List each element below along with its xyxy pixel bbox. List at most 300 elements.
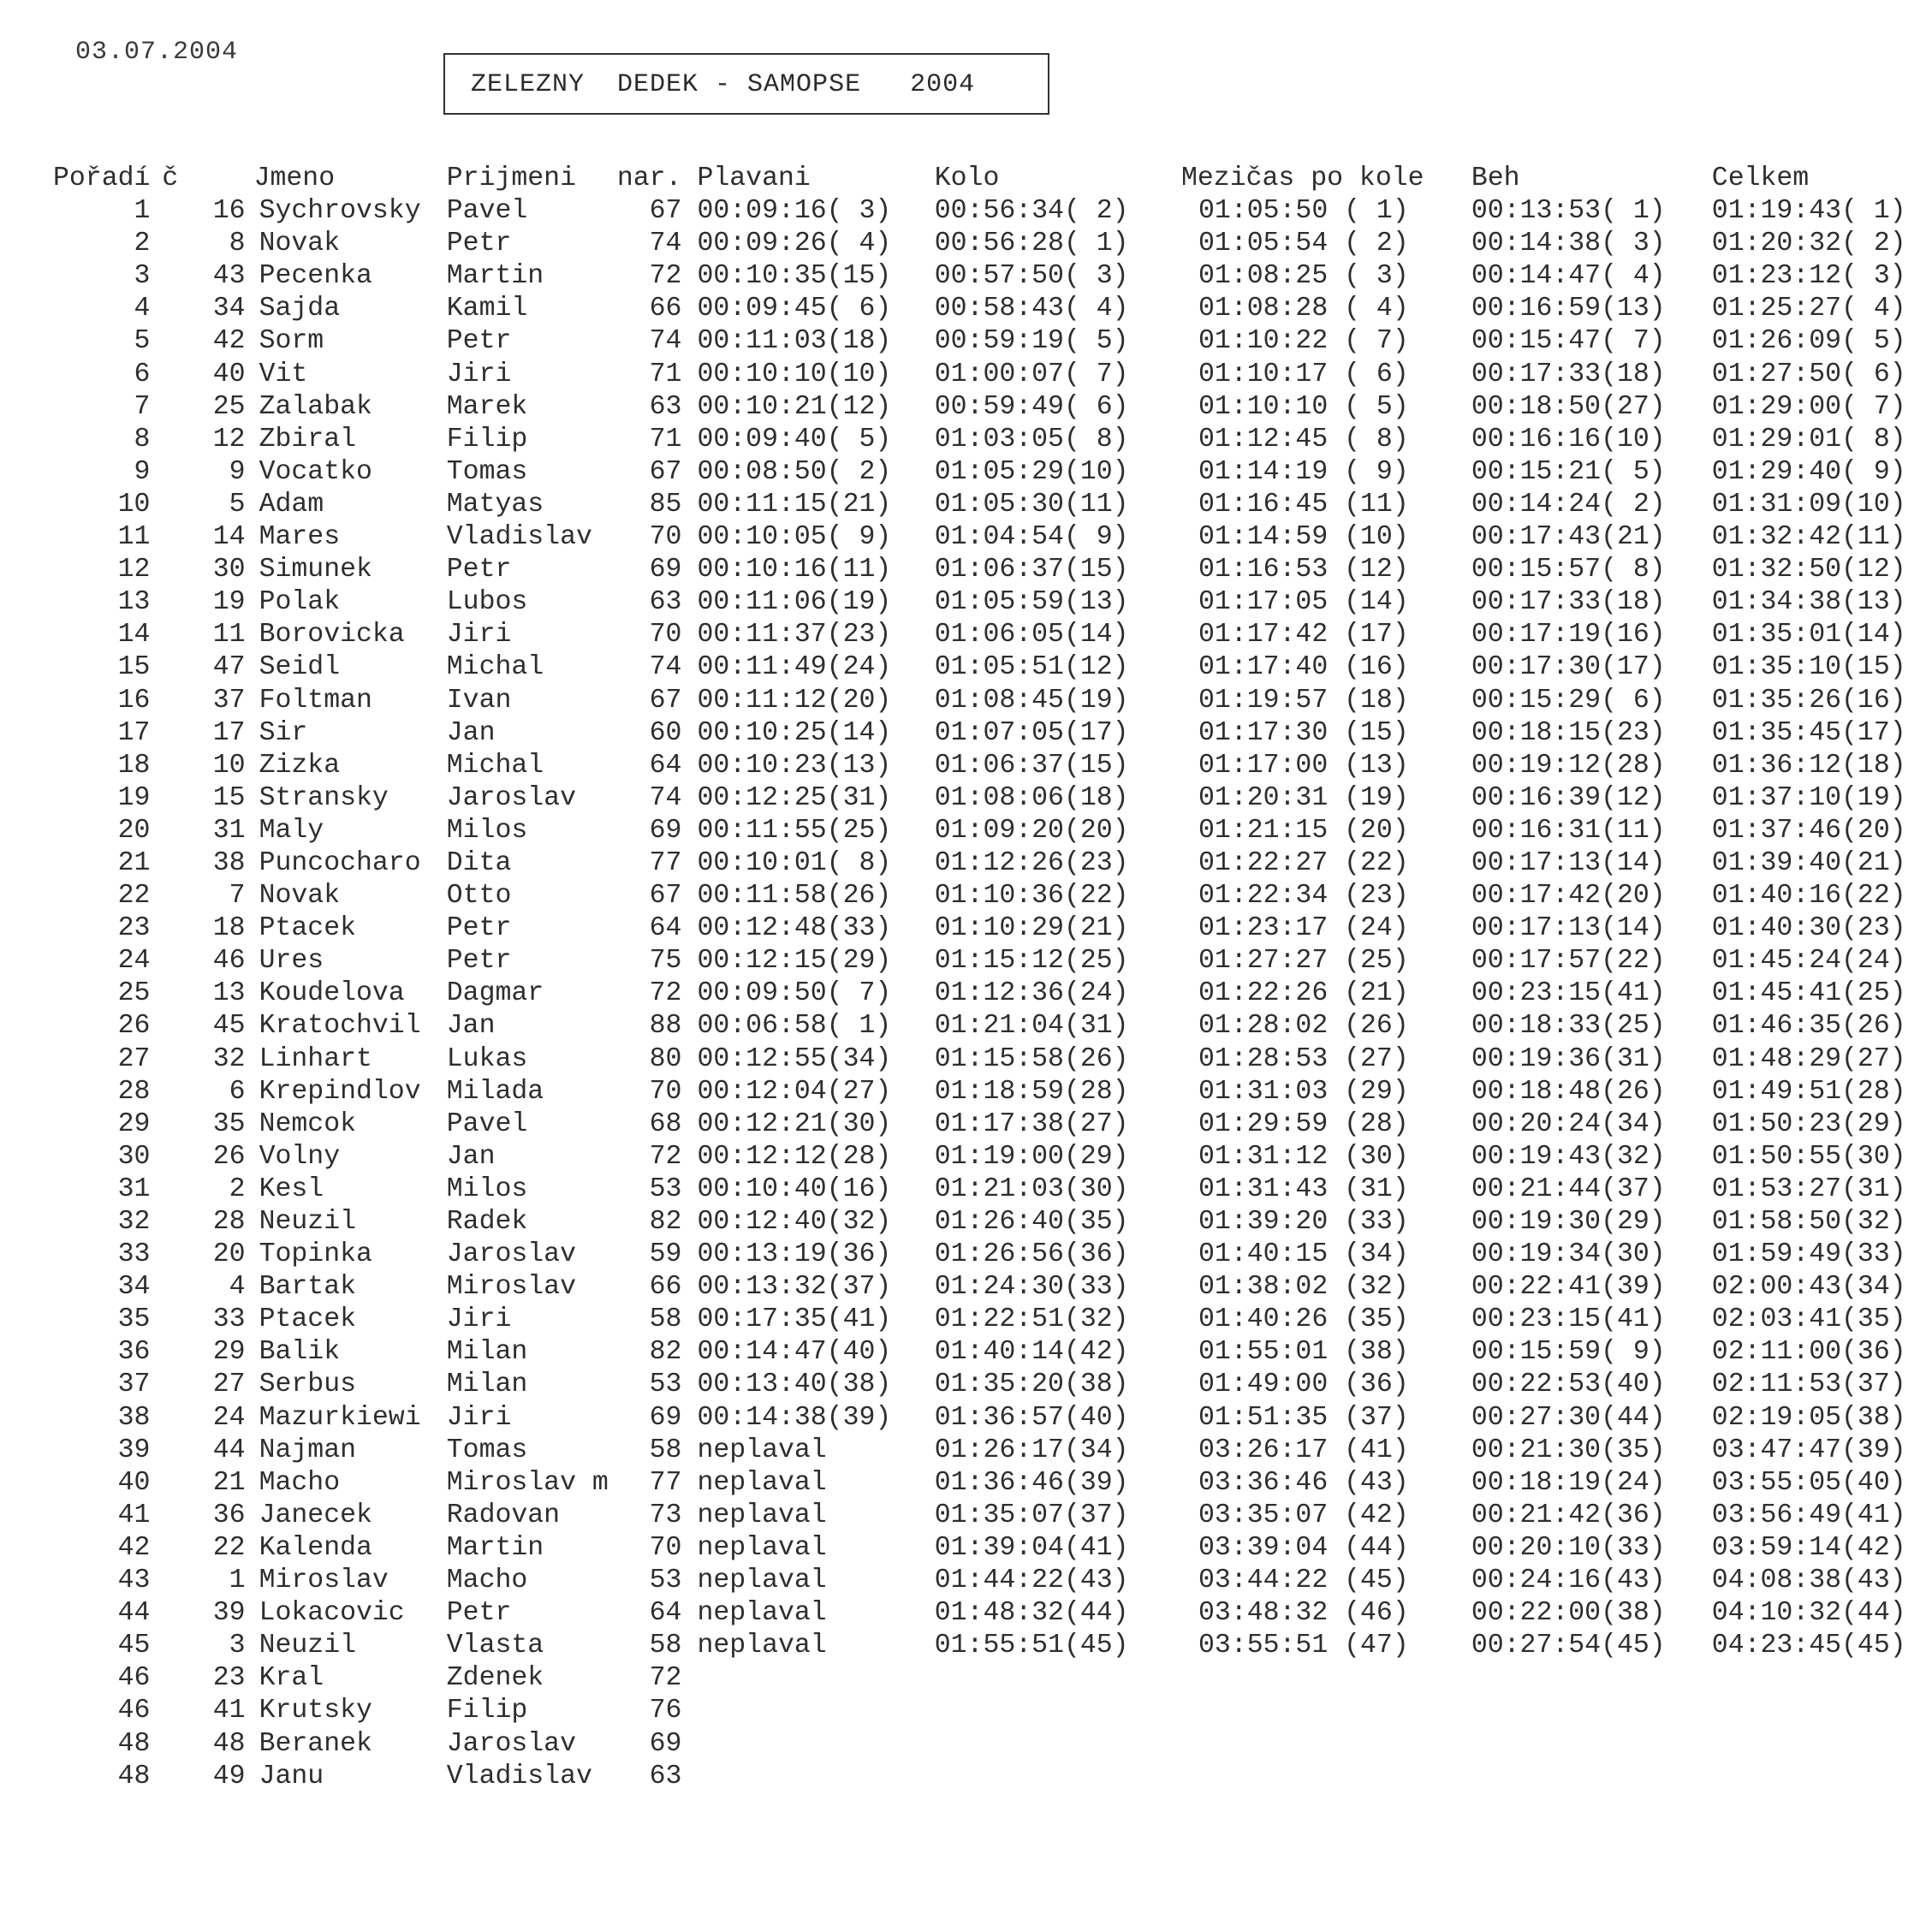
cell-position: 6 [134, 359, 151, 389]
split-value: 01:27:27 (25) [1198, 946, 1409, 977]
header-total: Celkem [1711, 163, 1810, 193]
cell-total-time: 01:27:50( 6) [1711, 359, 1906, 389]
cell-run-time: 00:17:42(20) [1471, 881, 1666, 912]
cell-run-time: 00:17:13(14) [1471, 913, 1666, 944]
cell-birth-year: 80 [649, 1043, 682, 1074]
cell-run-time: 00:19:30(29) [1471, 1207, 1666, 1237]
cell-run-time: 00:19:36(31) [1471, 1043, 1666, 1074]
cell-birth-year: 75 [649, 946, 682, 977]
cell-birth-year: 82 [649, 1337, 682, 1368]
cell-bike-time: 01:19:00(29) [934, 1141, 1129, 1172]
cell-total-time: 01:40:16(22) [1711, 881, 1906, 912]
cell-position: 18 [117, 750, 151, 781]
cell-first-name: Macho [259, 1467, 341, 1498]
cell-split-time [1181, 847, 1471, 880]
cell-birth-year: 77 [649, 847, 682, 878]
cell-number: 6 [229, 1076, 246, 1107]
cell-position: 27 [117, 1043, 151, 1074]
table-row [53, 1435, 1932, 1467]
cell-split-time [1181, 1173, 1471, 1206]
cell-bike-time: 00:58:43( 4) [934, 294, 1129, 324]
cell-number: 33 [212, 1304, 246, 1335]
table-header-row [53, 163, 1932, 195]
cell-bike-time: 01:05:30(11) [934, 489, 1129, 520]
cell-last-name: Radek [446, 1207, 528, 1237]
cell-swim-time: 00:11:03(18) [697, 326, 892, 357]
table-row [53, 782, 1932, 815]
cell-first-name: Beranek [259, 1728, 372, 1759]
cell-position: 1 [134, 196, 151, 227]
cell-position: 15 [117, 652, 151, 683]
cell-number: 43 [212, 261, 246, 292]
cell-first-name: Volny [259, 1141, 341, 1172]
cell-run-time: 00:17:33(18) [1471, 587, 1666, 618]
cell-number: 5 [229, 489, 246, 520]
cell-total-time: 02:11:53(37) [1711, 1370, 1906, 1400]
split-value: 01:17:00 (13) [1198, 750, 1409, 781]
cell-total-time: 01:37:10(19) [1711, 782, 1906, 813]
table-row [53, 685, 1932, 717]
cell-total-time: 04:23:45(45) [1711, 1631, 1906, 1661]
split-value: 01:31:12 (30) [1198, 1141, 1409, 1172]
cell-birth-year: 73 [649, 1500, 682, 1530]
cell-birth-year: 67 [649, 685, 682, 716]
cell-bike-time: 01:04:54( 9) [934, 522, 1129, 553]
cell-total-time [1712, 1761, 1932, 1793]
cell-first-name: Sir [259, 717, 308, 748]
cell-total-time: 03:47:47(39) [1711, 1435, 1906, 1465]
cell-birth-year: 63 [649, 1761, 682, 1791]
cell-first-name: Puncocharo [259, 847, 421, 878]
cell-birth-year: 58 [649, 1435, 682, 1465]
table-row [53, 195, 1932, 228]
split-value: 01:16:45 (11) [1198, 489, 1409, 520]
cell-total-time: 01:23:12( 3) [1711, 261, 1906, 292]
cell-last-name: Radovan [446, 1500, 561, 1530]
table-row [53, 1597, 1932, 1630]
header-split: Mezičas po kole [1181, 163, 1424, 193]
cell-first-name: Krepindlov [259, 1076, 421, 1107]
cell-number: 48 [212, 1728, 246, 1759]
split-value: 01:12:45 ( 8) [1198, 424, 1409, 455]
cell-first-name: Lokacovic [259, 1598, 405, 1629]
table-row [53, 554, 1932, 586]
cell-split-time [1181, 554, 1471, 586]
cell-position: 29 [117, 1108, 151, 1139]
cell-position: 38 [117, 1402, 151, 1433]
table-row [53, 1141, 1932, 1173]
cell-swim-time: 00:13:40(38) [697, 1370, 892, 1400]
cell-bike-time: 01:03:05( 8) [934, 424, 1129, 455]
cell-last-name: Filip [446, 1696, 528, 1726]
cell-bike-time: 01:48:32(44) [934, 1598, 1129, 1629]
cell-run-time: 00:13:53( 1) [1471, 196, 1666, 227]
cell-swim-time: 00:09:45( 6) [697, 294, 892, 324]
cell-position: 5 [134, 326, 151, 357]
split-value: 01:49:00 (36) [1198, 1370, 1409, 1400]
cell-total-time: 01:35:10(15) [1711, 652, 1906, 683]
cell-position: 25 [117, 978, 151, 1009]
split-value: 03:39:04 (44) [1198, 1532, 1409, 1563]
cell-number: 29 [212, 1337, 246, 1368]
cell-swim-time: 00:09:26( 4) [697, 229, 892, 259]
cell-birth-year: 58 [649, 1631, 682, 1661]
cell-number: 13 [212, 978, 246, 1009]
cell-run-time: 00:18:15(23) [1471, 717, 1666, 748]
cell-last-name: Jan [446, 1011, 496, 1042]
cell-bike-time [935, 1695, 1181, 1727]
table-row [53, 750, 1932, 782]
split-value: 01:51:35 (37) [1198, 1402, 1409, 1433]
cell-number: 25 [212, 391, 246, 422]
cell-first-name: Janu [259, 1761, 324, 1791]
cell-number: 2 [229, 1173, 246, 1204]
cell-position: 8 [134, 424, 151, 455]
cell-number: 12 [212, 424, 246, 455]
cell-last-name: Zdenek [446, 1663, 544, 1694]
cell-split-time [1181, 1695, 1471, 1727]
cell-last-name: Jan [446, 717, 496, 748]
split-value: 01:22:26 (21) [1198, 978, 1409, 1009]
cell-last-name: Jaroslav [446, 1728, 576, 1759]
cell-last-name: Matyas [446, 489, 544, 520]
cell-bike-time: 00:59:19( 5) [934, 326, 1129, 357]
cell-number: 16 [212, 196, 246, 227]
cell-swim-time: 00:11:12(20) [697, 685, 892, 716]
cell-first-name: Sorm [259, 326, 324, 357]
table-row [53, 1043, 1932, 1076]
cell-number: 27 [212, 1370, 246, 1400]
cell-split-time [1181, 717, 1471, 750]
cell-swim-time: neplaval [697, 1435, 827, 1465]
cell-last-name: Petr [446, 229, 512, 259]
cell-split-time [1181, 260, 1471, 293]
cell-swim-time: neplaval [697, 1467, 827, 1498]
cell-first-name: Najman [259, 1435, 356, 1465]
cell-split-time [1181, 815, 1471, 847]
cell-number: 7 [229, 881, 246, 912]
cell-total-time: 01:45:41(25) [1711, 978, 1906, 1009]
cell-run-time: 00:18:33(25) [1471, 1011, 1666, 1042]
header-bike: Kolo [934, 163, 1000, 193]
cell-total-time: 01:29:40( 9) [1711, 456, 1906, 487]
cell-first-name: Sychrovsky [259, 196, 421, 227]
cell-split-time [1181, 1239, 1471, 1271]
cell-position: 36 [117, 1337, 151, 1368]
cell-first-name: Zizka [259, 750, 341, 781]
header-run: Beh [1471, 163, 1520, 193]
cell-number: 47 [212, 652, 246, 683]
title-box [443, 53, 1049, 115]
cell-swim-time: 00:09:50( 7) [697, 978, 892, 1009]
cell-bike-time: 01:15:58(26) [934, 1043, 1129, 1074]
cell-position: 48 [117, 1728, 151, 1759]
cell-run-time: 00:15:59( 9) [1471, 1337, 1666, 1368]
cell-swim-time: 00:11:37(23) [697, 620, 892, 651]
cell-split-time [1181, 651, 1471, 684]
cell-bike-time: 01:36:57(40) [934, 1402, 1129, 1433]
cell-number: 30 [212, 555, 246, 585]
cell-number: 32 [212, 1043, 246, 1074]
cell-first-name: Nemcok [259, 1108, 356, 1139]
cell-split-time [1181, 1532, 1471, 1565]
split-value: 01:29:59 (28) [1198, 1108, 1409, 1139]
table-row [53, 1173, 1932, 1206]
cell-last-name: Kamil [446, 294, 528, 324]
table-row [53, 228, 1932, 260]
cell-run-time: 00:22:00(38) [1471, 1598, 1666, 1629]
cell-split-time [1181, 293, 1471, 325]
cell-swim-time: 00:10:10(10) [697, 359, 892, 389]
cell-number: 23 [212, 1663, 246, 1694]
cell-run-time: 00:19:12(28) [1471, 750, 1666, 781]
cell-swim-time: 00:13:19(36) [697, 1239, 892, 1270]
table-row [53, 1467, 1932, 1500]
cell-birth-year: 77 [649, 1467, 682, 1498]
table-row [53, 521, 1932, 554]
cell-total-time: 01:45:24(24) [1711, 946, 1906, 977]
cell-position: 14 [117, 620, 151, 651]
cell-bike-time: 01:26:56(36) [934, 1239, 1129, 1270]
split-value: 01:22:27 (22) [1198, 847, 1409, 878]
cell-birth-year: 74 [649, 652, 682, 683]
cell-number: 24 [212, 1402, 246, 1433]
cell-run-time: 00:18:19(24) [1471, 1467, 1666, 1498]
cell-first-name: Ptacek [259, 913, 356, 944]
cell-swim-time: 00:09:40( 5) [697, 424, 892, 455]
cell-split-time [1181, 1271, 1471, 1304]
cell-run-time [1471, 1728, 1712, 1761]
cell-birth-year: 64 [649, 1598, 682, 1629]
cell-position: 9 [134, 456, 151, 487]
cell-split-time [1181, 619, 1471, 651]
cell-number: 10 [212, 750, 246, 781]
cell-number: 46 [212, 946, 246, 977]
cell-run-time: 00:14:38( 3) [1471, 229, 1666, 259]
cell-run-time: 00:15:47( 7) [1471, 326, 1666, 357]
cell-last-name: Marek [446, 391, 528, 422]
header-swim: Plavani [697, 163, 811, 193]
cell-first-name: Kral [259, 1663, 324, 1694]
cell-last-name: Jiri [446, 1402, 512, 1433]
cell-first-name: Koudelova [259, 978, 405, 1009]
cell-last-name: Otto [446, 881, 512, 912]
cell-birth-year: 64 [649, 750, 682, 781]
cell-number: 4 [229, 1272, 246, 1303]
table-row [53, 1076, 1932, 1108]
cell-number: 40 [212, 359, 246, 389]
split-value: 01:10:10 ( 5) [1198, 391, 1409, 422]
cell-run-time: 00:19:43(32) [1471, 1141, 1666, 1172]
cell-number: 38 [212, 847, 246, 878]
cell-bike-time: 01:05:29(10) [934, 456, 1129, 487]
cell-position: 46 [117, 1696, 151, 1726]
cell-position: 40 [117, 1467, 151, 1498]
cell-position: 43 [117, 1566, 151, 1596]
table-row [53, 424, 1932, 456]
cell-split-time [1181, 1761, 1471, 1793]
cell-bike-time [935, 1761, 1181, 1793]
cell-last-name: Petr [446, 555, 512, 585]
cell-swim-time: 00:10:05( 9) [697, 522, 892, 553]
cell-position: 37 [117, 1370, 151, 1400]
cell-run-time: 00:16:16(10) [1471, 424, 1666, 455]
cell-first-name: Simunek [259, 555, 372, 585]
cell-last-name: Jiri [446, 1304, 512, 1335]
split-value: 01:38:02 (32) [1198, 1272, 1409, 1303]
cell-bike-time: 01:08:06(18) [934, 782, 1129, 813]
table-row [53, 815, 1932, 847]
table-row [53, 1336, 1932, 1369]
split-value: 01:40:15 (34) [1198, 1239, 1409, 1270]
cell-split-time [1181, 977, 1471, 1010]
cell-run-time: 00:19:34(30) [1471, 1239, 1666, 1270]
cell-total-time: 01:39:40(21) [1711, 847, 1906, 878]
cell-number: 39 [212, 1598, 246, 1629]
cell-swim-time [681, 1662, 934, 1695]
cell-last-name: Ivan [446, 685, 512, 716]
split-value: 01:20:31 (19) [1198, 782, 1409, 813]
cell-bike-time: 01:22:51(32) [934, 1304, 1129, 1335]
cell-split-time [1181, 1402, 1471, 1435]
split-value: 03:26:17 (41) [1198, 1435, 1409, 1465]
table-row [53, 1728, 1932, 1761]
cell-total-time: 01:35:45(17) [1711, 717, 1906, 748]
cell-position: 17 [117, 717, 151, 748]
cell-bike-time: 01:26:40(35) [934, 1207, 1129, 1237]
cell-last-name: Dagmar [446, 978, 544, 1009]
cell-split-time [1181, 391, 1471, 424]
cell-bike-time: 01:08:45(19) [934, 685, 1129, 716]
cell-run-time [1471, 1695, 1712, 1727]
cell-birth-year: 60 [649, 717, 682, 748]
cell-split-time [1181, 424, 1471, 456]
cell-number: 36 [212, 1500, 246, 1530]
split-value: 01:14:19 ( 9) [1198, 456, 1409, 487]
split-value: 01:23:17 (24) [1198, 913, 1409, 944]
table-row [53, 1662, 1932, 1695]
cell-split-time [1181, 912, 1471, 945]
table-row [53, 456, 1932, 489]
cell-swim-time: 00:11:58(26) [697, 881, 892, 912]
cell-last-name: Martin [446, 1532, 544, 1563]
cell-first-name: Borovicka [259, 620, 405, 651]
cell-bike-time: 01:06:05(14) [934, 620, 1129, 651]
cell-last-name: Lubos [446, 587, 528, 618]
cell-swim-time: 00:10:01( 8) [697, 847, 892, 878]
cell-total-time: 02:00:43(34) [1711, 1272, 1906, 1303]
cell-bike-time: 01:26:17(34) [934, 1435, 1129, 1465]
cell-first-name: Neuzil [259, 1631, 356, 1661]
cell-total-time: 01:40:30(23) [1711, 913, 1906, 944]
cell-run-time: 00:14:47( 4) [1471, 261, 1666, 292]
cell-split-time [1181, 586, 1471, 619]
cell-birth-year: 71 [649, 424, 682, 455]
cell-bike-time: 01:44:22(43) [934, 1566, 1129, 1596]
cell-swim-time: 00:11:55(25) [697, 815, 892, 846]
table-row [53, 912, 1932, 945]
cell-first-name: Novak [259, 881, 341, 912]
split-value: 03:48:32 (46) [1198, 1598, 1409, 1629]
split-value: 01:17:42 (17) [1198, 620, 1409, 651]
cell-birth-year: 85 [649, 489, 682, 520]
cell-split-time [1181, 228, 1471, 260]
table-row [53, 260, 1932, 293]
cell-total-time: 01:59:49(33) [1711, 1239, 1906, 1270]
cell-position: 7 [134, 391, 151, 422]
cell-swim-time: 00:17:35(41) [697, 1304, 892, 1335]
header-number: č [162, 163, 179, 193]
cell-position: 35 [117, 1304, 151, 1335]
cell-split-time [1181, 1076, 1471, 1108]
cell-bike-time: 01:40:14(42) [934, 1337, 1129, 1368]
cell-birth-year: 70 [649, 522, 682, 553]
cell-run-time [1471, 1761, 1712, 1793]
cell-total-time: 01:31:09(10) [1711, 489, 1906, 520]
cell-number: 49 [212, 1761, 246, 1791]
cell-bike-time: 01:36:46(39) [934, 1467, 1129, 1498]
cell-position: 21 [117, 847, 151, 878]
cell-total-time: 04:08:38(43) [1711, 1566, 1906, 1596]
cell-bike-time: 01:35:07(37) [934, 1500, 1129, 1530]
cell-last-name: Milos [446, 1173, 528, 1204]
cell-position: 23 [117, 913, 151, 944]
cell-number: 21 [212, 1467, 246, 1498]
cell-number: 8 [229, 229, 246, 259]
cell-birth-year: 70 [649, 1532, 682, 1563]
cell-swim-time: 00:10:23(13) [697, 750, 892, 781]
cell-total-time: 01:34:38(13) [1711, 587, 1906, 618]
cell-swim-time: neplaval [697, 1500, 827, 1530]
cell-total-time: 01:26:09( 5) [1711, 326, 1906, 357]
cell-birth-year: 53 [649, 1173, 682, 1204]
cell-birth-year: 67 [649, 456, 682, 487]
split-value [1181, 1762, 1198, 1791]
cell-swim-time: 00:12:48(33) [697, 913, 892, 944]
table-row [53, 1369, 1932, 1401]
cell-birth-year: 66 [649, 1272, 682, 1303]
header-position: Pořadí [53, 163, 151, 193]
cell-run-time: 00:17:43(21) [1471, 522, 1666, 553]
cell-bike-time: 01:05:59(13) [934, 587, 1129, 618]
table-row [53, 1761, 1932, 1793]
table-row [53, 586, 1932, 619]
cell-bike-time: 01:21:04(31) [934, 1011, 1129, 1042]
cell-last-name: Dita [446, 847, 512, 878]
split-value: 01:28:53 (27) [1198, 1043, 1409, 1074]
cell-last-name: Martin [446, 261, 544, 292]
cell-last-name: Michal [446, 652, 544, 683]
cell-birth-year: 58 [649, 1304, 682, 1335]
cell-swim-time: neplaval [697, 1566, 827, 1596]
split-value [1181, 1663, 1198, 1693]
cell-total-time: 01:32:42(11) [1711, 522, 1906, 553]
table-row [53, 1532, 1932, 1565]
cell-run-time: 00:17:19(16) [1471, 620, 1666, 651]
cell-run-time [1471, 1662, 1712, 1695]
cell-number: 41 [212, 1696, 246, 1726]
cell-total-time: 01:20:32( 2) [1711, 229, 1906, 259]
table-row [53, 1565, 1932, 1597]
split-value: 01:14:59 (10) [1198, 522, 1409, 553]
cell-swim-time: 00:12:04(27) [697, 1076, 892, 1107]
cell-bike-time: 00:56:34( 2) [934, 196, 1129, 227]
cell-number: 14 [212, 522, 246, 553]
cell-birth-year: 74 [649, 782, 682, 813]
cell-last-name: Tomas [446, 456, 528, 487]
cell-last-name: Milada [446, 1076, 544, 1107]
cell-split-time [1181, 1728, 1471, 1761]
